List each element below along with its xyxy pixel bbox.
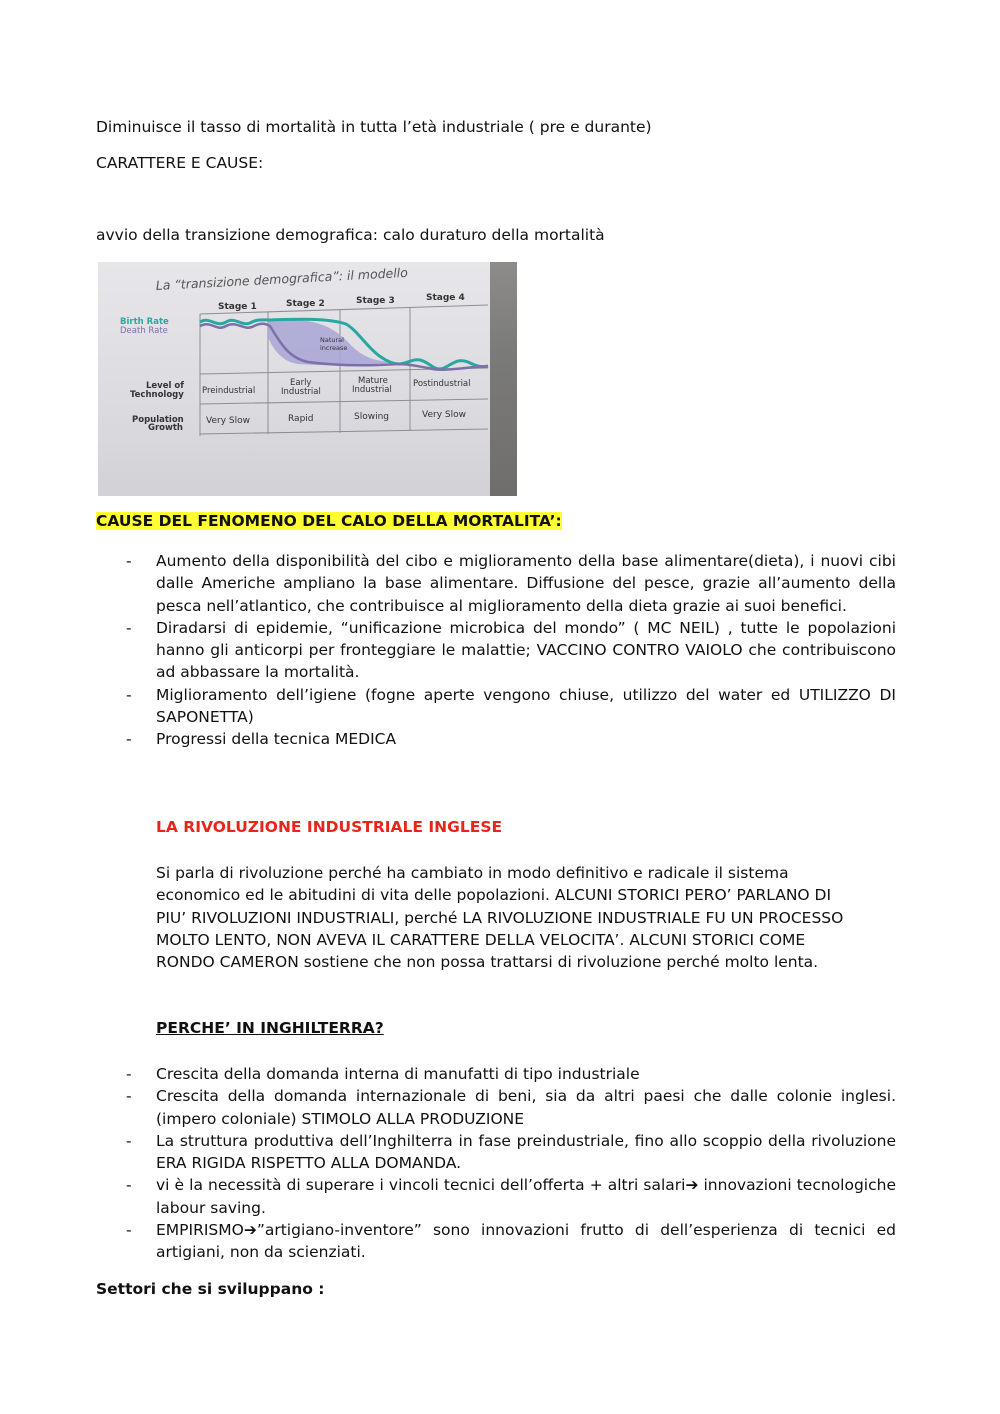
tech-early: Early [290,378,312,388]
growth-slowing: Slowing [354,412,389,422]
list-item: - Diradarsi di epidemie, “unificazione microbica del mondo” ( MC NEIL) , tutte le popolazioni hanno gli anticorpi per fronteggiare le malattie; VACCINO CONTRO VAIOLO che contribuiscono ad abbassare la mortalità. [126,618,896,682]
transition-model-diagram [98,262,490,496]
technology-label: Technology [130,390,184,400]
death-rate-label: Death Rate [120,326,168,336]
list-item: - Aumento della disponibilità del cibo e miglioramento della base alimentare(dieta), i nuovi cibi dalle Americhe ampliano la base alimentare. Diffusione del pesce, grazie all’aumento della pesca nell’atlantico, che contribuisce al miglioramento della dieta grazie ai suoi benefici. [126,552,896,615]
birth-rate-label: Birth Rate [120,317,169,327]
causes-heading [96,512,562,530]
tech-postindustrial: Postindustrial [413,379,471,389]
growth-rapid: Rapid [288,414,314,424]
list-item: - Crescita della domanda interna di manufatti di tipo industriale [126,1065,640,1083]
stage-3-label: Stage 3 [356,296,395,306]
tech-industrial-2: Industrial [352,385,392,395]
list-item: - vi è la necessità di superare i vincoli tecnici dell’offerta + altri salari➔ innovazioni tecnologiche labour saving. [126,1176,896,1217]
natural-increase-label-2: increase [320,344,348,352]
slide-title: La “transizione demografica”: il modello [155,264,409,293]
stage-1-label: Stage 1 [218,302,257,312]
tech-preindustrial: Preindustrial [202,386,256,396]
cause-item-2: Diradarsi di epidemie, “unificazione microbica del mondo” ( MC NEIL) , tutte le popolazioni hanno gli anticorpi per fronteggiare le malattie; VACCINO CONTRO VAIOLO che contribuiscono ad abbassare la mortalità. [156,618,896,682]
inghilterra-list [96,1063,896,1264]
reason-item-3: La struttura produttiva dell’Inghilterra in fase preindustriale, fino allo scoppio della rivoluzione ERA RIGIDA RISPETTO ALLA DOMANDA. [156,1131,896,1173]
cause-item-3: Miglioramento dell’igiene (fogne aperte vengono chiuse, utilizzo del water ed UTILIZZO DI SAPONETTA) [156,685,896,727]
list-item: - Crescita della domanda internazionale di beni, sia da altri paesi che dalle colonie inglesi. (impero coloniale) STIMOLO ALLA PRODUZIONE [126,1087,896,1128]
tech-industrial-1: Industrial [281,387,321,397]
intro-line-3: avvio della transizione demografica: calo duraturo della mortalità [96,226,605,244]
causes-list [96,550,896,751]
population-label: Population [132,415,184,425]
stage-2-label: Stage 2 [286,299,325,309]
cause-item-1: Aumento della disponibilità del cibo e miglioramento della base alimentare(dieta), i nuovi cibi dalle Americhe ampliano la base alimentare. Diffusione del pesce, grazie all’aumento della pesca nell’atlantico, che contribuisce al miglioramento della dieta grazie ai suoi benefici. [156,552,896,615]
growth-label: Growth [148,423,183,433]
stage-4-label: Stage 4 [426,293,465,303]
list-item: - La struttura produttiva dell’Inghilterra in fase preindustriale, fino allo scoppio della rivoluzione ERA RIGIDA RISPETTO ALLA DOMANDA. [126,1131,896,1173]
demographic-transition-slide [98,262,517,496]
causes-heading-text: CAUSE DEL FENOMENO DEL CALO DELLA MORTALITA’: [96,512,562,530]
natural-increase-label-1: Natural [320,336,344,344]
reason-item-4: vi è la necessità di superare i vincoli tecnici dell’offerta + altri salari➔ innovazioni tecnologiche labour saving. [156,1176,896,1217]
list-item: - Progressi della tecnica MEDICA [126,730,397,749]
cause-item-4: Progressi della tecnica MEDICA [156,730,397,749]
reason-item-5: EMPIRISMO➔”artigiano-inventore” sono innovazioni frutto di dell’esperienza di tecnici ed artigiani, non da scienziati. [156,1221,896,1262]
level-of-label: Level of [146,381,184,391]
intro-line-1: Diminuisce il tasso di mortalità in tutta l’età industriale ( pre e durante) [96,118,652,136]
growth-very-slow-1: Very Slow [206,416,250,426]
reason-item-2: Crescita della domanda internazionale di beni, sia da altri paesi che dalle colonie inglesi. (impero coloniale) STIMOLO ALLA PRODUZIONE [156,1087,896,1128]
tech-mature: Mature [358,376,388,386]
list-item: - Miglioramento dell’igiene (fogne aperte vengono chiuse, utilizzo del water ed UTILIZZO DI SAPONETTA) [126,685,896,727]
intro-line-2: CARATTERE E CAUSE: [96,154,264,172]
list-item: - EMPIRISMO➔”artigiano-inventore” sono innovazioni frutto di dell’esperienza di tecnici ed artigiani, non da scienziati. [126,1221,896,1262]
inghilterra-heading: PERCHE’ IN INGHILTERRA? [156,1019,384,1037]
settori-heading: Settori che si sviluppano : [96,1280,325,1298]
reason-item-1: Crescita della domanda interna di manufatti di tipo industriale [156,1065,640,1083]
rivoluzione-heading: LA RIVOLUZIONE INDUSTRIALE INGLESE [156,818,503,836]
rivoluzione-paragraph: Si parla di rivoluzione perché ha cambiato in modo definitivo e radicale il sistema economico ed le abitudini di vita delle popolazioni. ALCUNI STORICI PERO’ PARLANO DI PIU’ RIVOLUZIONI INDUSTRIALI, perché LA RIVOLUZIONE INDUSTRIALE FU UN PROCESSO MOLTO LENTO, NON AVEVA IL CARATTERE DELLA VELOCITA’. ALCUNI STORICI COME RONDO CAMERON sostiene che non possa trattarsi di rivoluzione perché molto lenta. [156,864,844,972]
growth-very-slow-2: Very Slow [422,410,466,420]
